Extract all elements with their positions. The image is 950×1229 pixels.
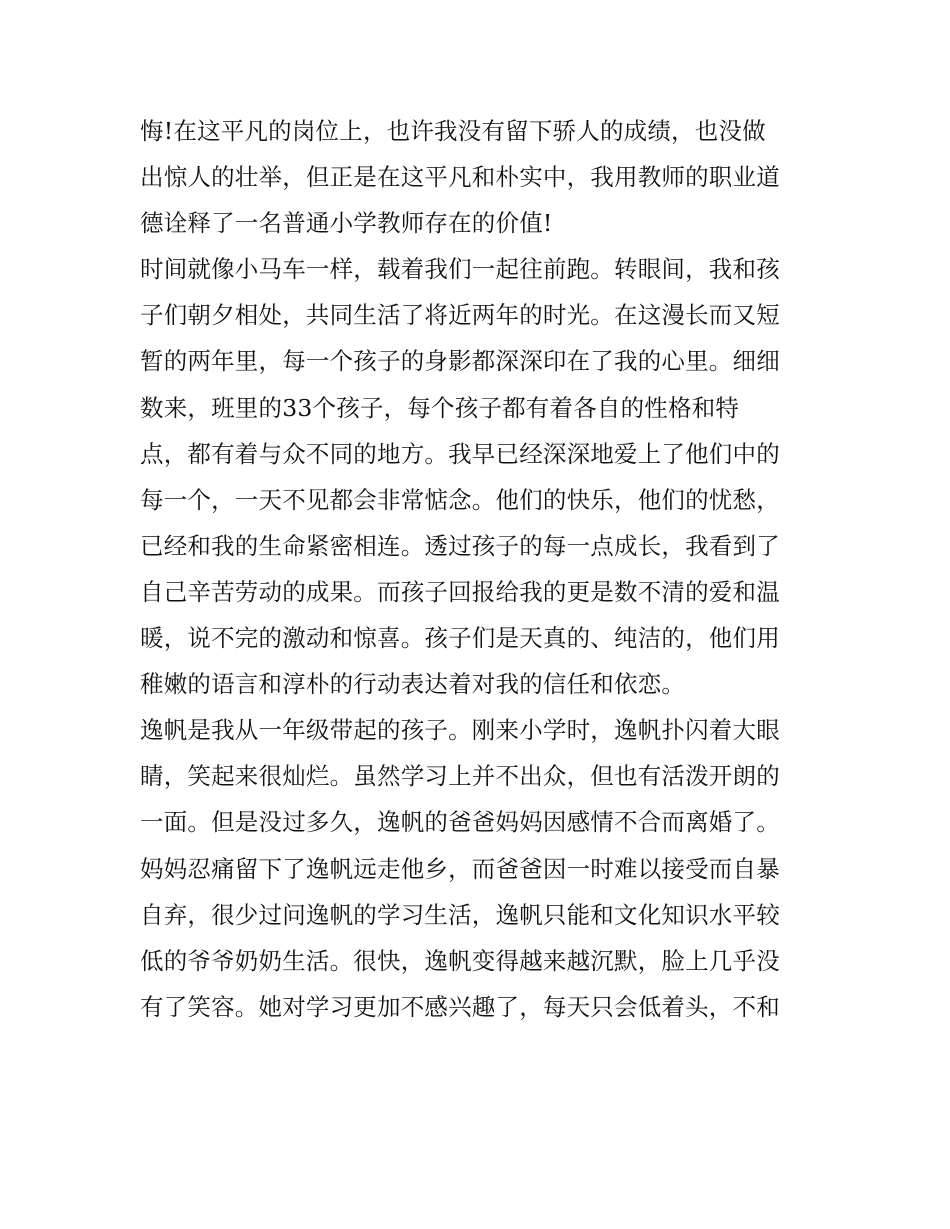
text-line: 有了笑容。她对学习更加不感兴趣了，每天只会低着头，不和 (140, 992, 780, 1021)
body-text (140, 108, 830, 1030)
text-line: 点，都有着与众不同的地方。我早已经深深地爱上了他们中的 (140, 439, 780, 468)
text-line: 子们朝夕相处，共同生活了将近两年的时光。在这漫长而又短 (140, 301, 780, 330)
text-line: 德诠释了一名普通小学教师存在的价值! (140, 209, 553, 238)
text-line: 自弃，很少过问逸帆的学习生活，逸帆只能和文化知识水平较 (140, 900, 780, 929)
text-line: 暖，说不完的激动和惊喜。孩子们是天真的、纯洁的，他们用 (140, 624, 780, 653)
text-line: 妈妈忍痛留下了逸帆远走他乡，而爸爸因一时难以接受而自暴 (140, 854, 780, 883)
text-line: 数来，班里的33个孩子，每个孩子都有着各自的性格和特 (140, 393, 740, 422)
text-line: 逸帆是我从一年级带起的孩子。刚来小学时，逸帆扑闪着大眼 (140, 716, 780, 745)
text-line: 悔!在这平凡的岗位上，也许我没有留下骄人的成绩，也没做 (140, 117, 766, 145)
text-line: 低的爷爷奶奶生活。很快，逸帆变得越来越沉默，脸上几乎没 (140, 946, 780, 975)
text-line: 暂的两年里，每一个孩子的身影都深深印在了我的心里。细细 (140, 347, 780, 376)
text-line: 稚嫩的语言和淳朴的行动表达着对我的信任和依恋。 (140, 670, 686, 699)
text-line: 睛，笑起来很灿烂。虽然学习上并不出众，但也有活泼开朗的 (140, 762, 780, 791)
text-line: 自己辛苦劳动的成果。而孩子回报给我的更是数不清的爱和温 (140, 577, 780, 606)
text-line: 每一个，一天不见都会非常惦念。他们的快乐，他们的忧愁， (140, 485, 780, 514)
text-line: 出惊人的壮举，但正是在这平凡和朴实中，我用教师的职业道 (140, 163, 780, 192)
text-line: 时间就像小马车一样，载着我们一起往前跑。转眼间，我和孩 (140, 255, 780, 284)
text-line: 一面。但是没过多久，逸帆的爸爸妈妈因感情不合而离婚了。 (140, 808, 780, 837)
text-line: 已经和我的生命紧密相连。透过孩子的每一点成长，我看到了 (140, 531, 780, 560)
